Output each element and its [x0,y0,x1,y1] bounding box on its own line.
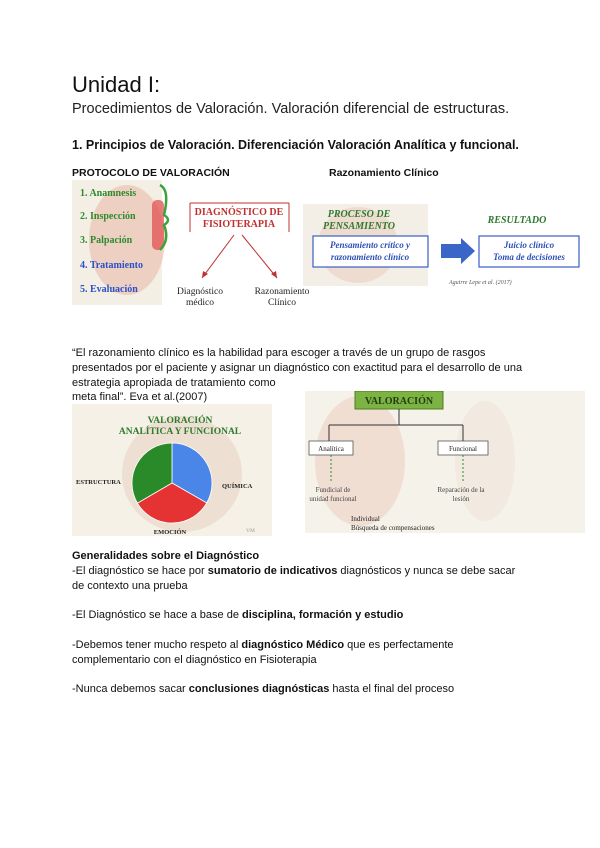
tree-left-leaf-1: Fundicial de [315,486,351,494]
branch-right-2: Clínico [268,298,296,308]
muscle-illustration [152,200,164,250]
branch-left-1: Diagnóstico [177,287,223,297]
p2-pre: -El Diagnóstico se hace a base de [72,609,242,621]
step-anamnesis: 1. Anamnesis [80,188,137,199]
p4-pre: -Nunca debemos sacar [72,683,189,695]
p1-bold: sumatorio de indicativos [207,565,338,577]
diag-box-line1: DIAGNÓSTICO DE [194,207,284,218]
branch-left-2: médico [186,298,214,308]
generalities-p2 [72,608,403,623]
p1-post: diagnósticos y nunca se debe sacar [337,565,516,577]
tree-mid-illustration [452,401,515,521]
pie-corner-mark: VM [246,528,255,534]
p4-post: hasta el final del proceso [329,683,455,695]
reasoning-figure [303,200,583,295]
section-heading: 1. Principios de Valoración. Diferenciación Valoración Analítica y funcional. [72,138,519,152]
p2-bold: disciplina, formación y estudio [242,609,404,621]
pie-figure [72,404,272,539]
process-arrow [441,238,475,264]
page-subtitle: Procedimientos de Valoración. Valoración diferencial de estructuras. [72,101,510,117]
protocol-figure [72,180,312,310]
box1-line2: razonamiento clínico [330,252,410,262]
quote-line4: meta final”. Eva et al.(2007) [72,391,208,403]
step-inspeccion: 2. Inspección [80,211,136,222]
generalities-heading: Generalidades sobre el Diagnóstico [72,550,260,562]
p3-post: que es perfectamente [344,639,454,651]
generalities-p4 [72,682,454,697]
tree-right-leaf-1: Reparación de la [437,486,485,494]
diag-box-line2: FISIOTERAPIA [202,219,276,230]
pie-title-line2: ANALÍTICA Y FUNCIONAL [118,427,242,437]
quote-line3: estrategia apropiada de tratamiento como [72,377,276,389]
generalities-p1-line2: de contexto una prueba [72,580,188,592]
tree-left-node: Analítica [318,445,344,453]
arrow-left-head [202,271,208,278]
tree-left-illustration [315,396,405,526]
pie-label-emocion: EMOCIÓN [153,529,187,536]
pie-label-quimica: QUÍMICA [222,483,253,490]
p4-bold: conclusiones diagnósticas [188,683,330,695]
step-evaluacion: 5. Evaluación [80,284,138,295]
generalities-p3 [72,638,454,653]
reasoning-label: Razonamiento Clínico [329,167,439,179]
box1-line1: Pensamiento crítico y [330,240,410,250]
p3-pre: -Debemos tener mucho respeto al [72,639,242,651]
process-line2: PENSAMIENTO [322,221,396,232]
protocol-label: PROTOCOLO DE VALORACIÓN [72,167,230,179]
generalities-p3-line2: complementario con el diagnóstico en Fisioterapia [72,654,317,666]
generalities-p1 [72,564,515,579]
tree-root: VALORACIÓN [364,396,434,407]
pie-label-estructura: ESTRUCTURA [76,479,121,486]
tree-right-leaf-2: lesión [452,495,470,503]
tree-foot-1: Individual [351,515,380,523]
tree-right-node: Funcional [449,445,477,453]
page-title: Unidad I: [72,72,161,97]
reasoning-credit: Aguirre Lepe et al. (2017) [449,280,512,286]
quote-line1: “El razonamiento clínico es la habilidad para escoger a través de un grupo de rasgos [72,347,486,359]
tree-figure [305,391,585,536]
p3-bold: diagnóstico Médico [241,639,345,651]
p1-pre: -El diagnóstico se hace por [72,565,208,577]
step-palpacion: 3. Palpación [80,235,133,246]
result-label: RESULTADO [487,215,547,226]
pie-chart [132,443,212,523]
tree-left-leaf-2: unidad funcional [309,495,357,503]
arrow-right [242,235,277,278]
arrow-left [202,235,234,278]
box2-line1: Juicio clínico [503,240,555,250]
tree-foot-2: Búsqueda de compensaciones [351,524,435,532]
quote-line2: presentados por el paciente y asignar un diagnóstico con exactitud para el desarrollo de una [72,362,523,374]
pie-title-line1: VALORACIÓN [147,416,213,426]
box2-line2: Toma de decisiones [493,252,565,262]
step-tratamiento: 4. Tratamiento [80,260,143,271]
process-line1: PROCESO DE [327,209,391,220]
branch-right-1: Razonamiento [254,287,310,297]
